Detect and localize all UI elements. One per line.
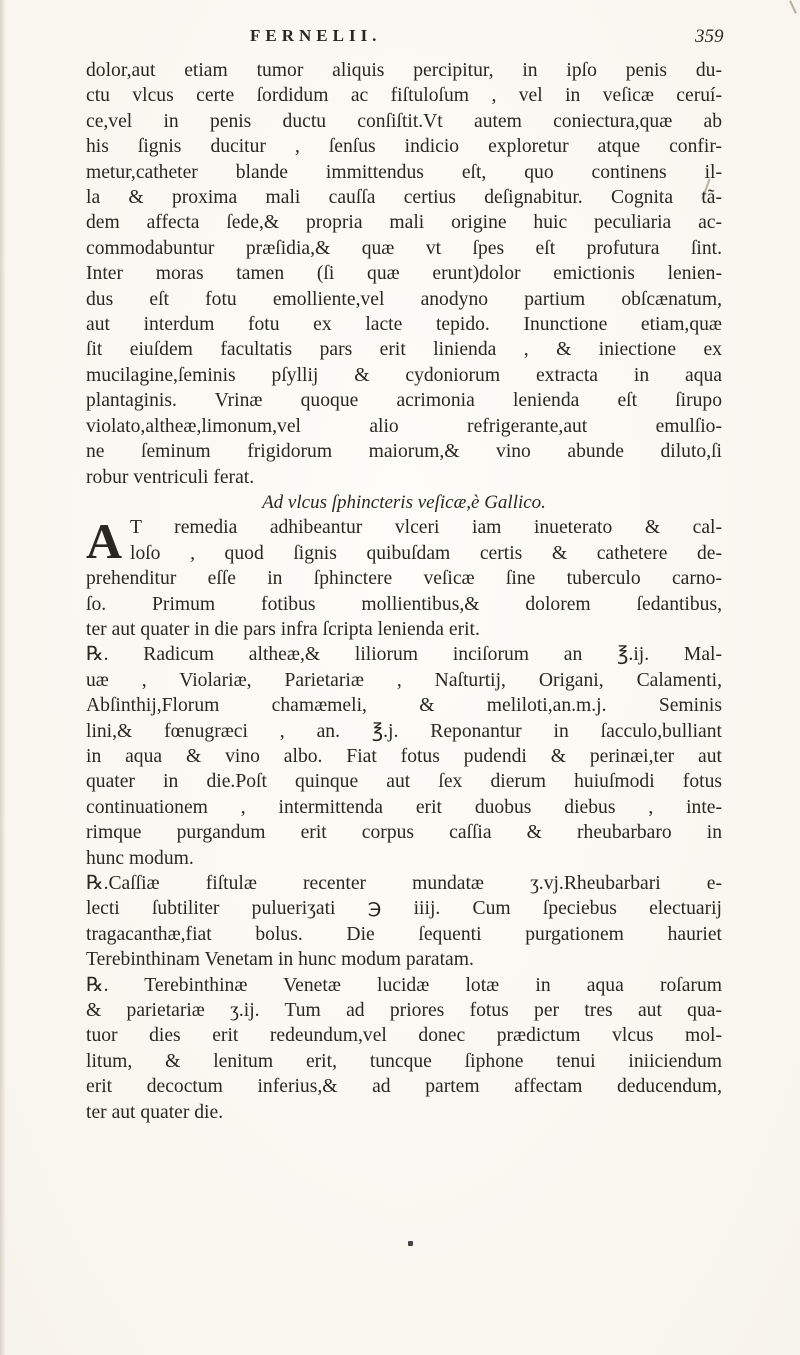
recipe-2 [86, 871, 722, 973]
paragraph-1-line: plantaginis. Vrinæ quoque acrimonia lenienda eſt ſirupo [86, 390, 722, 412]
drop-cap-initial: A [86, 513, 123, 570]
binding-gutter [0, 0, 6, 1355]
paragraph-1-line: la & proxima mali cauſſa certius deſignabitur. Cognita tã- [86, 187, 722, 209]
paragraph-2-line: loſo , quod ſignis quibuſdam certis & cathetere de- [130, 542, 722, 564]
recipe-3-line: & parietariæ ʒ.ij. Tum ad priores fotus per tres aut qua- [86, 1000, 722, 1022]
recipe-3-line: tuor dies erit redeundum,vel donec prædictum vlcus mol- [86, 1025, 722, 1047]
paragraph-1-line: dolor,aut etiam tumor aliquis percipitur, in ipſo penis du- [86, 60, 722, 81]
recipe-2-line: lecti ſubtiliter pulueriʒati ℈ iiij. Cum ſpeciebus electuarij [86, 898, 722, 920]
page-header [0, 26, 800, 56]
paragraph-1-line: metur,catheter blande immittendus eſt, quo continens il- [86, 161, 722, 183]
paragraph-1 [86, 58, 722, 490]
paragraph-2-line: ſo. Primum fotibus mollientibus,& dolorem ſedantibus, [86, 593, 722, 615]
paragraph-1-line: ſit eiuſdem facultatis pars erit linienda , & iniectione ex [86, 339, 722, 361]
recipe-1 [86, 642, 722, 871]
recipe-1-line: in aqua & vino albo. Fiat fotus pudendi & perinæi,ter aut [86, 745, 722, 767]
paragraph-1-line: ctu vlcus certe ſordidum ac fiſtuloſum , vel in veſicæ ceruí- [86, 85, 722, 107]
recipe-3-line: ℞. Terebinthinæ Venetæ lucidæ lotæ in aqua roſarum [86, 974, 722, 996]
recipe-1-line: ℞. Radicum altheæ,& liliorum inciſorum an ℥.ij. Mal- [86, 644, 722, 666]
recipe-1-line: quater in die.Poſt quinque aut ſex dierum huiuſmodi fotus [86, 771, 722, 793]
paragraph-1-line: mucilagine,ſeminis pſyllij & cydoniorum extracta in aqua [86, 364, 722, 386]
recipe-2-line: tragacanthæ,fiat bolus. Die ſequenti purgationem hauriet [86, 923, 722, 945]
paragraph-1-line: robur ventriculi ferat. [86, 466, 255, 488]
paragraph-1-line: ce,vel in penis ductu conſiſtit.Vt autem coniectura,quæ ab [86, 110, 722, 132]
recipe-3-line: erit decoctum inferius,& ad partem affectam deducendum, [86, 1076, 722, 1098]
paragraph-2-line: T remedia adhibeantur vlceri iam inueterato & cal- [130, 517, 722, 539]
recipe-1-line: hunc modum. [86, 847, 194, 869]
recipe-3-line: ter aut quater die. [86, 1101, 224, 1123]
paragraph-2 [86, 515, 722, 642]
paragraph-1-line: aut interdum fotu ex lacte tepido. Inunctione etiam,quæ [86, 314, 722, 336]
paragraph-1-line: Inter moras tamen (ſi quæ erunt)dolor emictionis lenien- [86, 263, 722, 285]
recipe-3-line: litum, & lenitum erit, tuncque ſiphone tenui iniiciendum [86, 1050, 722, 1072]
page-number: 359 [695, 26, 724, 47]
ornament-dot [408, 1241, 413, 1246]
recipe-1-line: continuationem , intermittenda erit duobus diebus , inte- [86, 796, 722, 818]
main-text [86, 58, 722, 1125]
recipe-3 [86, 973, 722, 1125]
section-heading: Ad vlcus ſphincteris veſicæ,è Gallico. [262, 491, 546, 513]
recipe-2-line: ℞.Caſſiæ fiſtulæ recenter mundatæ ʒ.vj.Rheubarbari e- [86, 873, 722, 894]
recipe-1-line: uæ , Violariæ, Parietariæ , Naſturtij, Origani, Calamenti, [86, 669, 722, 691]
paragraph-1-line: his ſignis ducitur , ſenſus indicio exploretur atque confir- [86, 136, 722, 158]
paragraph-1-line: ne ſeminum frigidorum maiorum,& vino abunde diluto,ſi [86, 441, 722, 463]
paragraph-1-line: dem affecta ſede,& propria mali origine huic peculiaria ac- [86, 212, 722, 234]
recipe-1-line: rimque purgandum erit corpus caſſia & rheubarbaro in [86, 822, 722, 844]
paragraph-2-line: prehenditur eſſe in ſphinctere veſicæ ſine tuberculo carno- [86, 568, 722, 590]
recipe-1-line: lini,& fœnugræci , an. ℥.j. Reponantur in ſacculo,bulliant [86, 720, 722, 742]
margin-mark-top-right [789, 0, 797, 14]
running-head: FERNELII. [250, 26, 382, 45]
paragraph-1-line: violato,altheæ,limonum,vel alio refrigerante,aut emulſio- [86, 415, 722, 437]
paragraph-2-line: ter aut quater in die pars infra ſcripta lenienda erit. [86, 618, 480, 640]
paragraph-1-line: dus eſt fotu emolliente,vel anodyno partium obſcænatum, [86, 288, 722, 310]
paragraph-1-line: commodabuntur præſidia,& quæ vt ſpes eſt profutura ſint. [86, 237, 722, 259]
recipe-1-line: Abſinthij,Florum chamæmeli, & meliloti,an.m.j. Seminis [86, 695, 722, 717]
recipe-2-line: Terebinthinam Venetam in hunc modum paratam. [86, 949, 474, 971]
